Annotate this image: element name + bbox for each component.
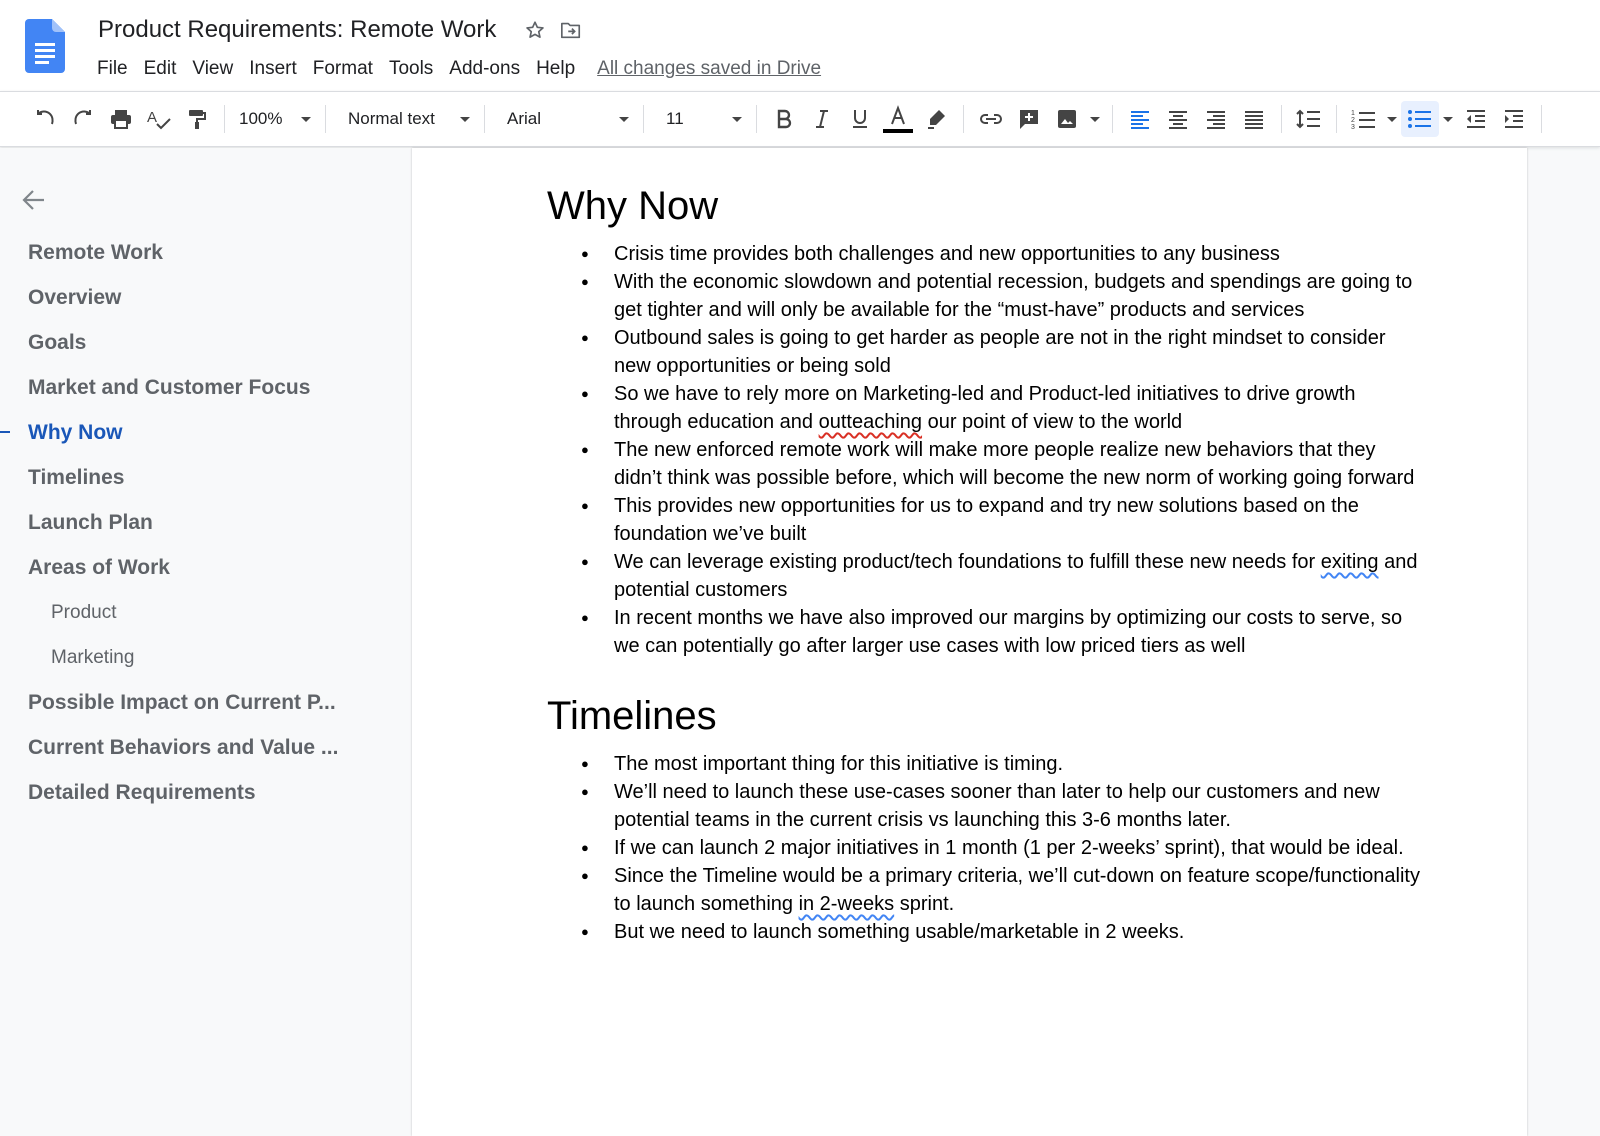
- outline-item-label: Possible Impact on Current P...: [28, 690, 336, 714]
- add-comment-icon[interactable]: [1010, 101, 1048, 137]
- menu-tools[interactable]: Tools: [388, 58, 434, 79]
- bullet-text: So we have to rely more on Marketing-led and Product-led initiatives to drive growth through education and: [614, 383, 1356, 433]
- bullet-item[interactable]: [547, 918, 1427, 946]
- document-body[interactable]: [547, 182, 1427, 946]
- outline-item-label: Launch Plan: [28, 510, 153, 534]
- bullet-list: [547, 750, 1427, 946]
- toolbar-divider: [1281, 105, 1282, 133]
- outline-item-label: Remote Work: [28, 240, 163, 264]
- bullet-item[interactable]: [547, 604, 1427, 660]
- menu-bar: [89, 54, 821, 84]
- toolbar-divider: [756, 105, 757, 133]
- bullet-text: Outbound sales is going to get harder as people are not in the right mindset to consider new opportunities or being sold: [614, 327, 1386, 377]
- svg-text:A: A: [147, 109, 158, 126]
- bullet-text: In recent months we have also improved our margins by optimizing our costs to serve, so we can potentially go after larger use cases with low priced tiers as well: [614, 607, 1403, 657]
- align-justify-icon[interactable]: [1235, 101, 1273, 137]
- svg-text:1: 1: [1351, 110, 1355, 117]
- outline-item-label: Marketing: [51, 646, 135, 668]
- increase-indent-icon[interactable]: [1495, 101, 1533, 137]
- document-page[interactable]: [412, 148, 1527, 1136]
- outline-item[interactable]: [0, 725, 412, 770]
- paragraph-style-select[interactable]: [334, 101, 476, 137]
- numbered-list-menu[interactable]: [1383, 101, 1401, 137]
- menu-view[interactable]: View: [192, 58, 234, 79]
- bullet-text: We’ll need to launch these use-cases sooner than later to help our customers and new potential teams in the current crisis vs launching this 3-6 months later.: [614, 781, 1380, 831]
- menu-file[interactable]: File: [97, 58, 128, 79]
- outline-item-label: Why Now: [28, 420, 123, 444]
- font-size-value: 11: [666, 109, 684, 128]
- align-left-icon[interactable]: [1121, 101, 1159, 137]
- outline-item[interactable]: [0, 590, 412, 635]
- menu-insert[interactable]: Insert: [249, 58, 297, 79]
- chevron-down-icon: [1090, 117, 1100, 122]
- menu-format[interactable]: Format: [312, 58, 373, 79]
- chevron-down-icon: [732, 117, 742, 122]
- document-title[interactable]: Product Requirements: Remote Work: [98, 16, 497, 43]
- bullet-item[interactable]: [547, 436, 1427, 492]
- outline-item[interactable]: [0, 770, 412, 815]
- bullet-text: The new enforced remote work will make more people realize new behaviors that they didn’t think was possible before, which will become the new norm of working going forward: [614, 439, 1415, 489]
- bullet-item[interactable]: [547, 380, 1427, 436]
- bullet-item[interactable]: [547, 548, 1427, 604]
- section-heading[interactable]: Why Now: [547, 184, 719, 228]
- font-size-select[interactable]: [652, 101, 748, 137]
- paragraph-style-value: Normal text: [348, 109, 435, 128]
- outline-item[interactable]: [0, 230, 412, 275]
- outline-item-label: Market and Customer Focus: [28, 375, 311, 399]
- menu-edit[interactable]: Edit: [143, 58, 177, 79]
- outline-item-label: Areas of Work: [28, 555, 170, 579]
- svg-text:2: 2: [1351, 117, 1355, 124]
- active-marker: [0, 431, 10, 433]
- undo-icon[interactable]: [26, 101, 64, 137]
- toolbar-divider: [484, 105, 485, 133]
- bulleted-list-menu[interactable]: [1439, 101, 1457, 137]
- section-heading[interactable]: Timelines: [547, 694, 717, 738]
- insert-image-menu[interactable]: [1086, 101, 1104, 137]
- outline-item[interactable]: [0, 680, 412, 725]
- bullet-text: Crisis time provides both challenges and new opportunities to any business: [614, 243, 1280, 265]
- outline-item[interactable]: [0, 545, 412, 590]
- toolbar-divider: [1336, 105, 1337, 133]
- bullet-item[interactable]: [547, 492, 1427, 548]
- outline-item-label: Detailed Requirements: [28, 780, 256, 804]
- back-arrow-icon[interactable]: [20, 186, 48, 214]
- menu-help[interactable]: Help: [536, 58, 576, 79]
- bullet-text: our point of view to the world: [922, 411, 1183, 433]
- font-family-select[interactable]: [493, 101, 635, 137]
- bullet-item[interactable]: [547, 862, 1427, 918]
- numbered-list-icon[interactable]: [1345, 101, 1383, 137]
- formatting-toolbar: [0, 91, 1600, 147]
- save-status-link[interactable]: All changes saved in Drive: [597, 58, 822, 79]
- bullet-item[interactable]: [547, 750, 1427, 778]
- insert-image-icon[interactable]: [1048, 101, 1086, 137]
- font-family-value: Arial: [507, 109, 542, 128]
- bullet-text: and potential customers: [614, 551, 1418, 601]
- menu-add-ons[interactable]: Add-ons: [449, 58, 521, 79]
- bullet-text: With the economic slowdown and potential recession, budgets and spendings are going to get tighter and will only be available for the “must-have” products and services: [614, 271, 1413, 321]
- outline-item[interactable]: [0, 635, 412, 680]
- paint-format-icon[interactable]: [178, 101, 216, 137]
- chevron-down-icon: [619, 117, 629, 122]
- move-to-folder-icon[interactable]: [560, 19, 582, 41]
- toolbar-divider: [325, 105, 326, 133]
- outline-item[interactable]: [0, 410, 412, 455]
- star-icon[interactable]: [524, 19, 546, 41]
- bullet-item[interactable]: [547, 240, 1427, 268]
- align-center-icon[interactable]: [1159, 101, 1197, 137]
- bullet-list: [547, 240, 1427, 660]
- outline-item[interactable]: [0, 455, 412, 500]
- title-row: [96, 13, 582, 47]
- outline-item-label: Timelines: [28, 465, 125, 489]
- underline-icon[interactable]: [841, 101, 879, 137]
- outline-list: [0, 230, 412, 815]
- chevron-down-icon: [460, 117, 470, 122]
- bullet-text: But we need to launch something usable/marketable in 2 weeks.: [614, 921, 1185, 943]
- highlight-color-icon[interactable]: [917, 101, 955, 137]
- bullet-text: Since the Timeline would be a primary criteria, we’ll cut-down on feature scope/functionality to launch something: [614, 865, 1420, 915]
- docs-logo-icon[interactable]: [25, 19, 65, 73]
- bold-icon[interactable]: [765, 101, 803, 137]
- zoom-select[interactable]: [233, 101, 317, 137]
- outline-item-label: Product: [51, 601, 117, 623]
- svg-text:3: 3: [1351, 124, 1355, 131]
- insert-link-icon[interactable]: [972, 101, 1010, 137]
- outline-item-label: Current Behaviors and Value ...: [28, 735, 339, 759]
- spellcheck-icon[interactable]: [140, 101, 178, 137]
- outline-item[interactable]: [0, 320, 412, 365]
- toolbar-divider: [963, 105, 964, 133]
- text-color-icon[interactable]: [879, 101, 917, 137]
- bullet-text: If we can launch 2 major initiatives in 1 month (1 per 2-weeks’ sprint), that would be ideal.: [614, 837, 1404, 859]
- toolbar-divider: [643, 105, 644, 133]
- bullet-text: sprint.: [894, 893, 955, 915]
- spelling-error[interactable]: outteaching: [818, 411, 923, 433]
- bullet-item[interactable]: [547, 778, 1427, 834]
- document-section: [547, 692, 1427, 946]
- outline-item[interactable]: [0, 365, 412, 410]
- bullet-item[interactable]: [547, 324, 1427, 380]
- print-icon[interactable]: [102, 101, 140, 137]
- chevron-down-icon: [301, 117, 311, 122]
- bulleted-list-icon[interactable]: [1401, 101, 1439, 137]
- toolbar-divider: [1112, 105, 1113, 133]
- app-header: [0, 0, 1600, 91]
- chevron-down-icon: [1387, 117, 1397, 122]
- document-outline: [0, 148, 412, 1136]
- align-right-icon[interactable]: [1197, 101, 1235, 137]
- decrease-indent-icon[interactable]: [1457, 101, 1495, 137]
- chevron-down-icon: [1443, 117, 1453, 122]
- zoom-value: 100%: [239, 109, 283, 128]
- bullet-item[interactable]: [547, 834, 1427, 862]
- toolbar-divider: [1541, 105, 1542, 133]
- outline-item[interactable]: [0, 500, 412, 545]
- italic-icon[interactable]: [803, 101, 841, 137]
- outline-item-label: Goals: [28, 330, 87, 354]
- outline-item-label: Overview: [28, 285, 122, 309]
- document-section: [547, 182, 1427, 660]
- grammar-suggestion[interactable]: in 2-weeks: [798, 893, 895, 915]
- toolbar-divider: [224, 105, 225, 133]
- bullet-text: This provides new opportunities for us to expand and try new solutions based on the foundation we’ve built: [614, 495, 1359, 545]
- bullet-text: We can leverage existing product/tech foundations to fulfill these new needs for: [614, 551, 1321, 573]
- line-spacing-icon[interactable]: [1290, 101, 1328, 137]
- redo-icon[interactable]: [64, 101, 102, 137]
- bullet-item[interactable]: [547, 268, 1427, 324]
- outline-item[interactable]: [0, 275, 412, 320]
- bullet-text: The most important thing for this initiative is timing.: [614, 753, 1064, 775]
- grammar-suggestion[interactable]: exiting: [1320, 551, 1379, 573]
